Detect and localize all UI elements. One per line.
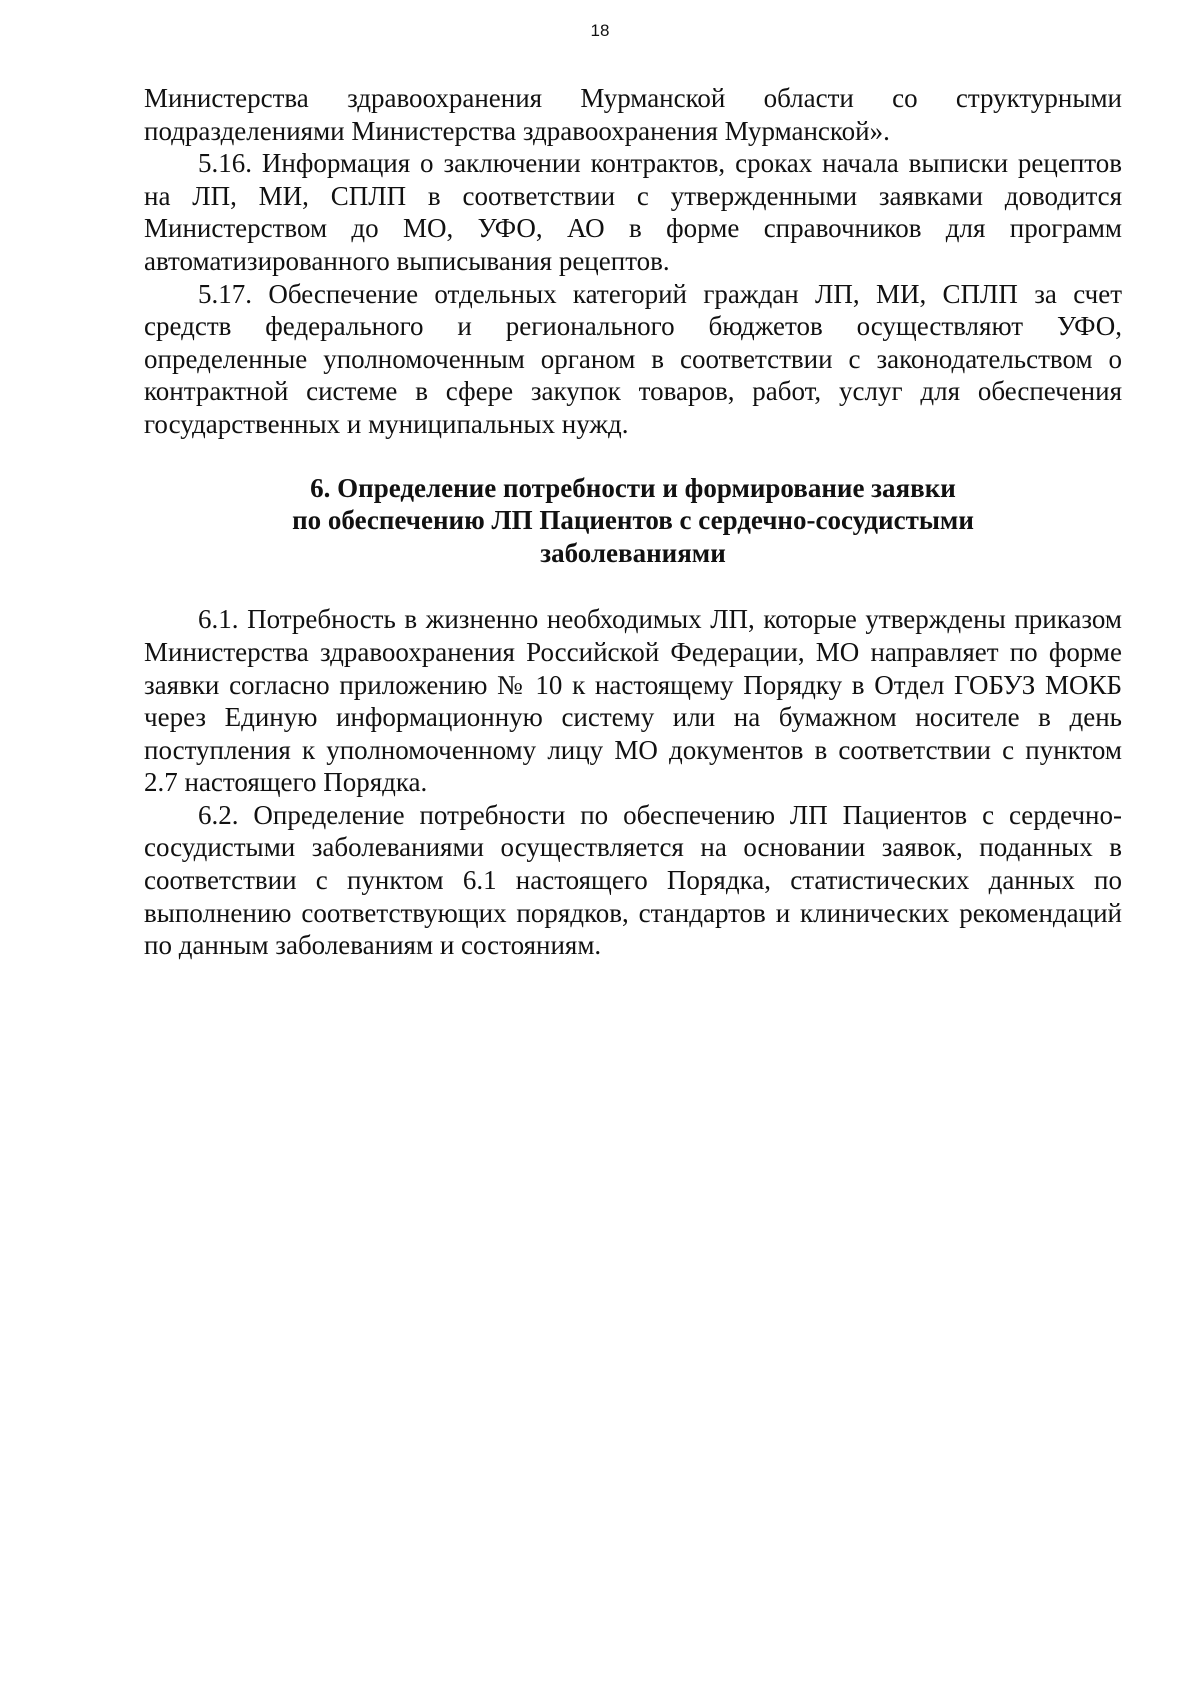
section-heading-line-1: 6. Определение потребности и формирование заявки: [310, 472, 956, 503]
document-body: [144, 82, 1122, 962]
section-heading-line-2: по обеспечению ЛП Пациентов с сердечно-сосудистыми: [292, 505, 974, 536]
paragraph-continuation: Министерства здравоохранения Мурманской области со структурными подразделениями Министерства здравоохранения Мурманской».: [144, 83, 1122, 146]
page-number: 18: [590, 21, 610, 40]
paragraph-5-16: 5.16. Информация о заключении контрактов, сроках начала выписки рецептов на ЛП, МИ, СПЛП в соответствии с утвержденными заявками доводится Министерством до МО, УФО, АО в форме справочников для программ автоматизированного выписывания рецептов.: [144, 148, 1122, 276]
paragraph-5-17: 5.17. Обеспечение отдельных категорий граждан ЛП, МИ, СПЛП за счет средств федерального и регионального бюджетов осуществляют УФО, определенные уполномоченным органом в соответствии с законодательством о контрактной системе в сфере закупок товаров, работ, услуг для обеспечения государственных и муниципальных нужд.: [144, 278, 1122, 439]
section-heading-line-3: заболеваниями: [540, 537, 726, 568]
section-heading: [144, 472, 1122, 570]
paragraph-6-1: 6.1. Потребность в жизненно необходимых ЛП, которые утверждены приказом Министерства здравоохранения Российской Федерации, МО направляет по форме заявки согласно приложению № 10 к настоящему Порядку в Отдел ГОБУЗ МОКБ через Единую информационную систему или на бумажном носителе в день поступления к уполномоченному лицу МО документов в соответствии с пунктом 2.7 настоящего Порядка.: [144, 604, 1122, 798]
paragraph-6-2: 6.2. Определение потребности по обеспечению ЛП Пациентов с сердечно-сосудистыми заболеваниями осуществляется на основании заявок, поданных в соответствии с пунктом 6.1 настоящего Порядка, статистических данных по выполнению соответствующих порядков, стандартов и клинических рекомендаций по данным заболеваниям и состояниям.: [144, 799, 1122, 961]
